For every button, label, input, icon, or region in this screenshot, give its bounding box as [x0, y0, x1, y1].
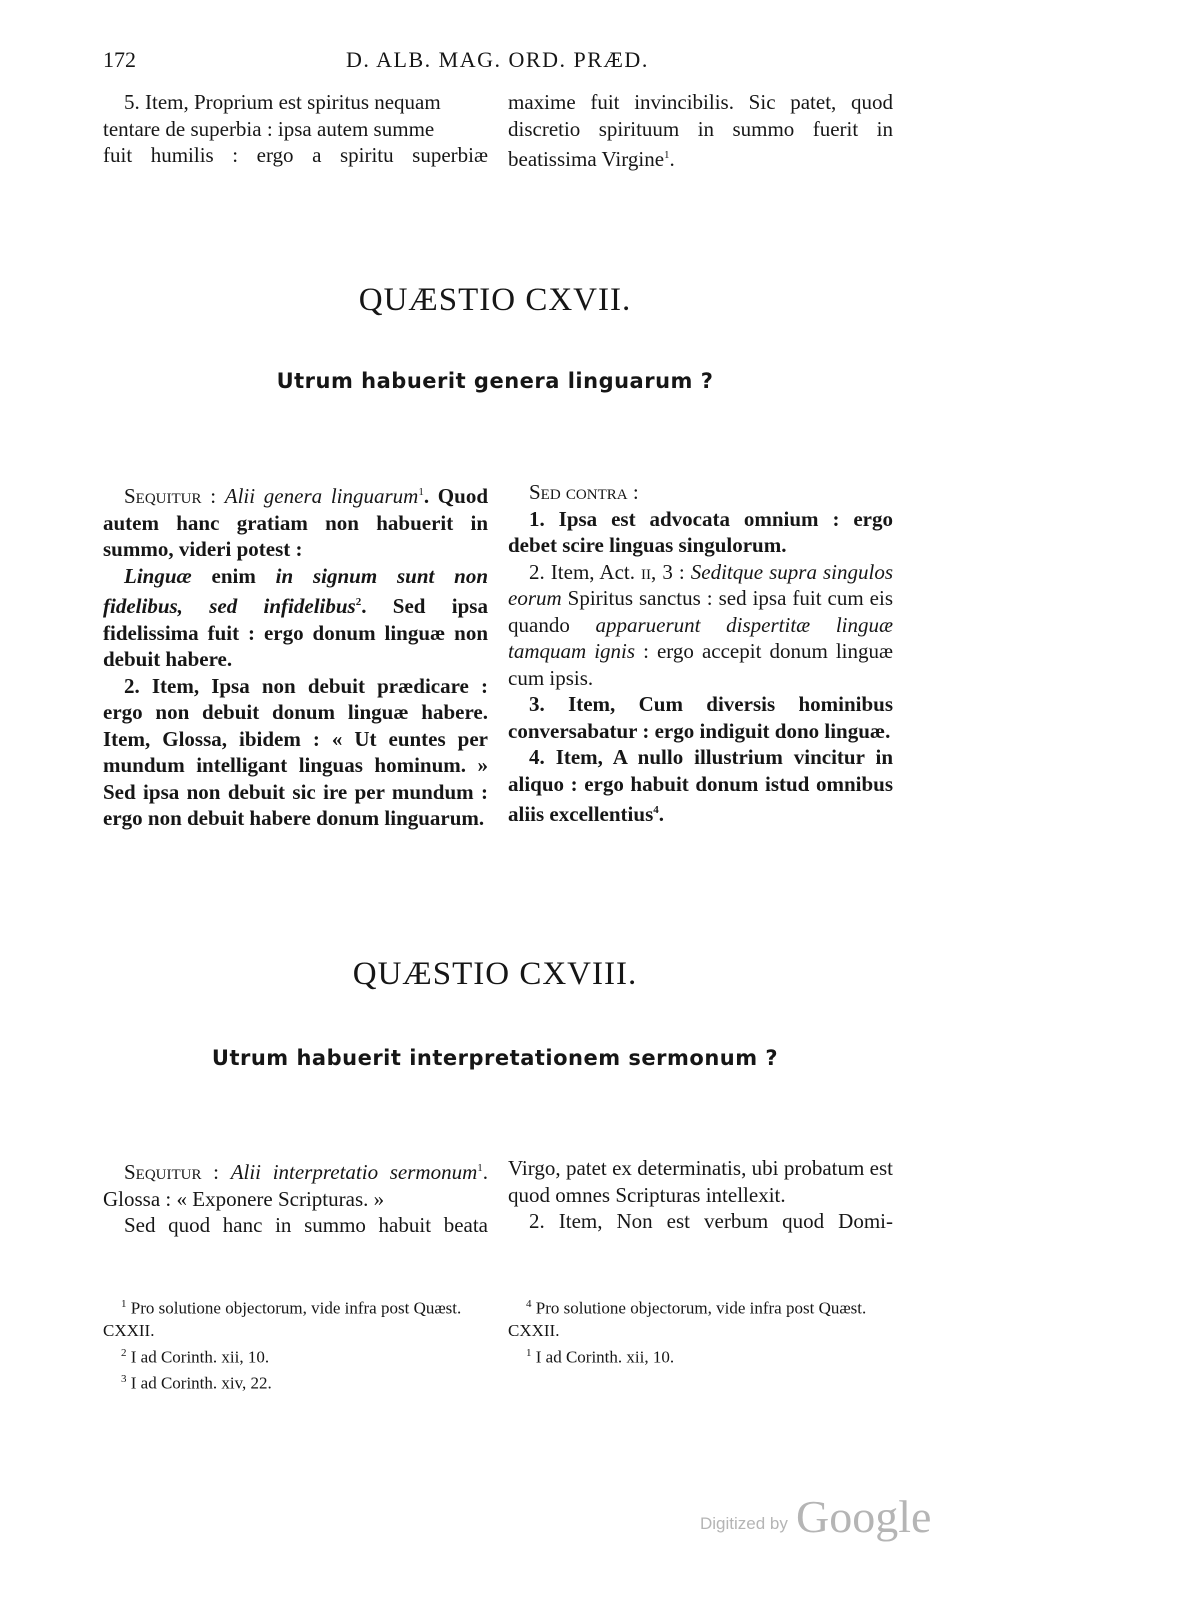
paragraph-text: , 3 : [651, 559, 691, 584]
paragraph-text: 2. Item, Act. [529, 559, 642, 584]
q118-left-column [103, 1155, 488, 1239]
top-right-column [508, 89, 893, 173]
footnote-text: I ad Corinth. xiv, 22. [126, 1373, 272, 1393]
punctuation: . [658, 802, 664, 826]
q117-right-column [508, 479, 893, 828]
chapter-ref: ii [641, 559, 652, 584]
section-label: Sed contra : [529, 480, 639, 504]
paragraph: 1. Ipsa est advocata omnium : ergo debet scire linguas singulorum. [508, 506, 893, 557]
paragraph: 2. Item, Non est verbum quod Domi- [529, 1209, 893, 1233]
text-line: tentare de superbia : ipsa autem summe [103, 116, 435, 141]
paragraph-text: . Glossa : « Exponere Scripturas. » [103, 1160, 488, 1211]
google-logo: Google [796, 1491, 932, 1542]
paragraph: Sed quod hanc in summo habuit beata [124, 1213, 488, 1237]
citation: Linguæ [124, 563, 192, 588]
paragraph [103, 563, 488, 673]
paragraph-text: Spiritus sanctus : sed ipsa fuit cum eis quando [508, 586, 893, 637]
footnote [508, 1293, 890, 1342]
citation: Alii genera linguarum [224, 484, 419, 508]
paragraph-text: : ergo accepit donum linguæ cum ipsis. [508, 639, 894, 690]
paragraph-text: maxime fuit invincibilis. Sic patet, quod discretio spirituum in summo fuerit in beatissima Virgine [508, 90, 893, 171]
footnote-text: Pro solutione objectorum, vide infra post Quæst. CXXII. [508, 1298, 867, 1340]
citation: Alii interpretatio sermonum [230, 1160, 478, 1184]
footnote-ref: 1 [477, 1162, 483, 1174]
top-left-column [103, 89, 488, 169]
paragraph [508, 744, 893, 828]
question-118-title: QUÆSTIO CXVIII. [352, 956, 638, 992]
footnote-ref: 4 [653, 804, 659, 816]
citation: Seditque supra singulos eorum [508, 559, 894, 610]
footnote-text: I ad Corinth. xii, 10. [126, 1347, 270, 1367]
paragraph: Virgo, patet ex determinatis, ubi probatum est quod omnes Scripturas intellexit. [508, 1156, 893, 1207]
question-117-title: QUÆSTIO CXVII. [358, 282, 632, 318]
footnote-ref: 1 [664, 149, 670, 161]
section-label: Sequitur : [124, 1160, 220, 1184]
paragraph-text: . Sed ipsa fidelissima fuit : ergo donum linguæ non debuit habere. [103, 594, 488, 671]
footnote-mark: 3 [121, 1373, 127, 1386]
footnote-text: Pro solutione objectorum, vide infra post Quæst. CXXII. [103, 1298, 462, 1340]
citation: in signum sunt non fidelibus, sed infidelibus [103, 563, 489, 618]
paragraph [103, 479, 488, 563]
footnote-mark: 2 [121, 1346, 127, 1359]
running-title: D. ALB. MAG. ORD. PRÆD. [346, 47, 649, 72]
footnote-text: I ad Corinth. xii, 10. [531, 1347, 675, 1367]
footnotes-left [103, 1293, 485, 1395]
paragraph-text: 4. Item, A nullo illustrium vincitur in aliquo : ergo habuit donum istud omnibus aliis excellentius [508, 745, 893, 826]
footnote [103, 1293, 485, 1342]
footnote-ref: 2 [355, 596, 362, 608]
question-117-subtitle: Utrum habuerit genera linguarum ? [276, 369, 714, 393]
paragraph-text: . Quod autem hanc gratiam non habuerit in summo, videri potest : [103, 484, 488, 561]
footnote-ref: 1 [418, 486, 424, 498]
paragraph-text: enim [191, 563, 276, 588]
footnote [103, 1368, 485, 1395]
footnote [103, 1342, 485, 1369]
footnote-mark: 1 [526, 1346, 532, 1359]
footnote [508, 1342, 890, 1369]
citation: apparuerunt dispertitæ linguæ tamquam ignis [508, 612, 893, 663]
text-line: fuit humilis : ergo a spiritu superbiæ [103, 143, 488, 167]
footnote-mark: 1 [121, 1298, 127, 1310]
paragraph [508, 559, 893, 692]
paragraph: 2. Item, Ipsa non debuit prædicare : ergo non debuit donum linguæ habere. Item, Glossa, ibidem : « Ut euntes per mundum intelligant linguas hominum. » Sed ipsa non debuit sic ire per mundum : ergo non debuit habere donum linguarum. [103, 673, 488, 830]
paragraph [103, 1155, 488, 1212]
text-line: 5. Item, Proprium est spiritus nequam [124, 90, 441, 114]
paragraph [508, 89, 893, 173]
digitized-watermark [700, 1492, 940, 1542]
watermark-prefix: Digitized by [700, 1514, 788, 1533]
question-118-subtitle: Utrum habuerit interpretationem sermonum ? [211, 1046, 779, 1070]
section-label: Sequitur : [124, 484, 217, 508]
punctuation: . [669, 147, 675, 171]
q118-right-column [508, 1155, 893, 1235]
footnote-mark: 4 [526, 1298, 532, 1310]
page-number: 172 [103, 47, 136, 72]
footnotes-right [508, 1293, 890, 1368]
paragraph: 3. Item, Cum diversis hominibus conversabatur : ergo indiguit dono linguæ. [508, 692, 893, 743]
q117-left-column [103, 479, 488, 832]
